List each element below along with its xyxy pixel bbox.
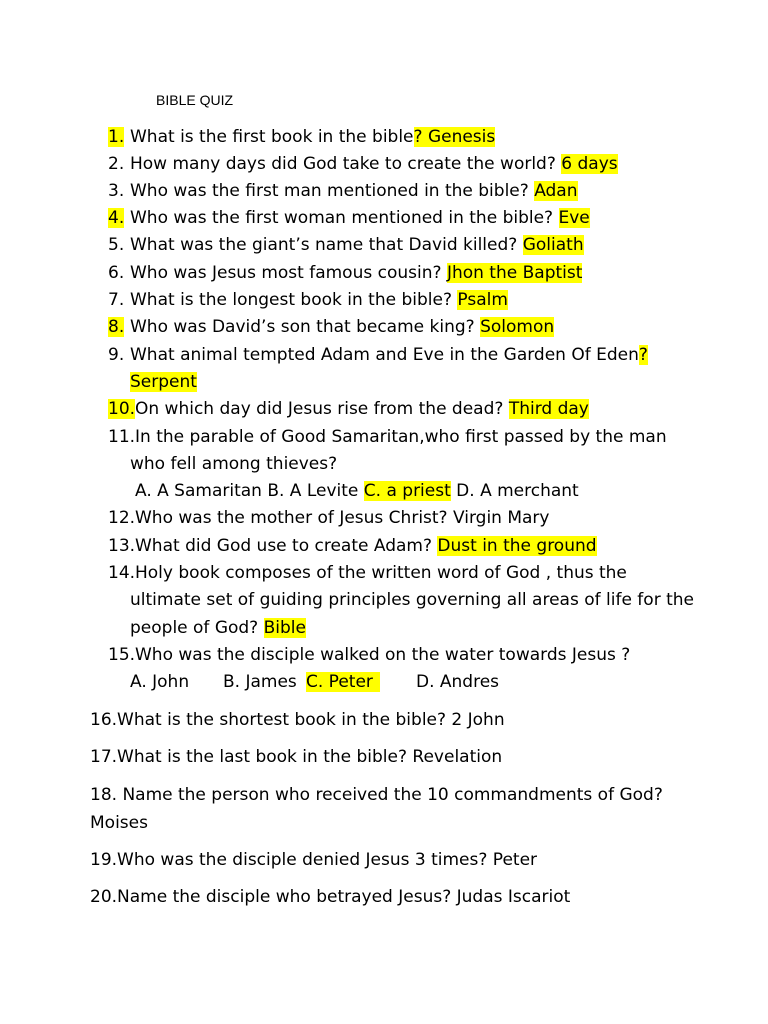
list-item: 19.Who was the disciple denied Jesus 3 times? Peter [90, 850, 538, 870]
option-text: B. James [223, 672, 297, 692]
question-text: What is the longest book in the bible? [130, 290, 458, 310]
answer-highlight: Third day [508, 399, 589, 419]
item-number: 6. [108, 263, 125, 283]
question-text: In the parable of Good Samaritan,who first passed by the man [135, 427, 667, 447]
answer-highlight: C. a priest [363, 481, 451, 501]
list-item-continuation: Moises [90, 813, 148, 833]
item-number: 10. [108, 399, 136, 419]
item-number: 3. [108, 181, 125, 201]
item-number: 5. [108, 235, 125, 255]
item-number: 14. [108, 563, 136, 583]
question-text: who fell among thieves? [130, 454, 338, 474]
item-number: 15. [108, 645, 136, 665]
answer-highlight: Psalm [457, 290, 508, 310]
question-text: What did God use to create Adam? [135, 536, 438, 556]
answer-highlight: Serpent [130, 372, 197, 392]
answer-options [135, 481, 579, 501]
question-text: Holy book composes of the written word of God , thus the [135, 563, 627, 583]
question-text: Who was the first woman mentioned in the bible? [130, 208, 559, 228]
answer-highlight: Eve [558, 208, 590, 228]
item-number: 11. [108, 427, 136, 447]
answer-highlight: C. Peter [306, 672, 380, 692]
question-text: What animal tempted Adam and Eve in the Garden Of Eden [130, 345, 639, 365]
answer-highlight: Goliath [522, 235, 584, 255]
answer-highlight: Solomon [480, 317, 555, 337]
answer-highlight: 6 days [561, 154, 618, 174]
page-title: BIBLE QUIZ [156, 92, 234, 108]
question-text: On which day did Jesus rise from the dead? [135, 399, 509, 419]
item-number: 7. [108, 290, 125, 310]
answer-highlight: ? Genesis [413, 127, 496, 147]
question-text: people of God? [130, 618, 264, 638]
answer-highlight: Dust in the ground [437, 536, 597, 556]
list-item: 17.What is the last book in the bible? Revelation [90, 747, 503, 767]
option-text: D. Andres [416, 672, 500, 692]
item-number: 1. [108, 127, 125, 147]
answer-highlight: ? [638, 345, 648, 365]
answer-highlight: Bible [263, 618, 306, 638]
list-item: 18. Name the person who received the 10 commandments of God? [90, 785, 663, 805]
list-item-continuation [130, 372, 197, 392]
question-text: Who was David’s son that became king? [130, 317, 481, 337]
question-text: How many days did God take to create the world? [130, 154, 562, 174]
question-text: ultimate set of guiding principles governing all areas of life for the [130, 590, 694, 610]
item-number: 12. [108, 508, 136, 528]
option-text: A. John [130, 672, 190, 692]
answer-highlight: Adan [534, 181, 578, 201]
question-text: Who was the mother of Jesus Christ? Virgin Mary [135, 508, 550, 528]
item-number: 4. [108, 208, 125, 228]
question-text: Who was the disciple walked on the water towards Jesus ? [135, 645, 631, 665]
list-item: 20.Name the disciple who betrayed Jesus? Judas Iscariot [90, 887, 571, 907]
item-number: 9. [108, 345, 125, 365]
item-number: 2. [108, 154, 125, 174]
list-item: 16.What is the shortest book in the bible? 2 John [90, 710, 505, 730]
item-number: 8. [108, 317, 125, 337]
item-number: 13. [108, 536, 136, 556]
question-text: Who was the first man mentioned in the bible? [130, 181, 535, 201]
option-text: D. A merchant [450, 481, 579, 501]
option-text: A. A Samaritan B. A Levite [135, 481, 364, 501]
question-text: What was the giant’s name that David killed? [130, 235, 523, 255]
question-text: What is the first book in the bible [130, 127, 414, 147]
answer-highlight: Jhon the Baptist [446, 263, 583, 283]
question-text: Who was Jesus most famous cousin? [130, 263, 447, 283]
question-text-line [130, 618, 306, 638]
